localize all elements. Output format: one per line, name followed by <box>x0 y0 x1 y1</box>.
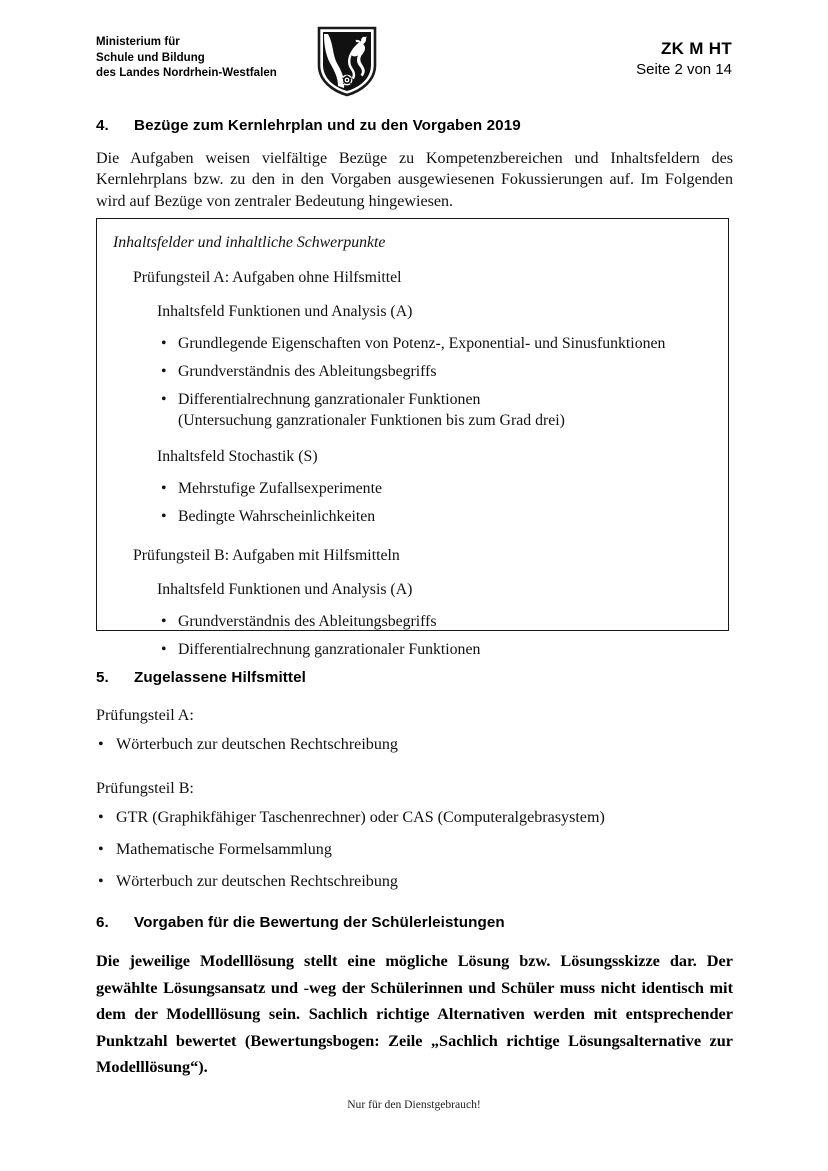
section-5-title: Zugelassene Hilfsmittel <box>134 669 306 686</box>
page-header <box>96 30 732 100</box>
list-item <box>161 478 714 499</box>
box-title: Inhaltsfelder und inhaltliche Schwerpunkte <box>113 234 386 251</box>
pruefungsteil-a-heading: Prüfungsteil A: Aufgaben ohne Hilfsmittel <box>133 269 402 286</box>
list-item-label: Grundlegende Eigenschaften von Potenz-, Exponential- und Sinusfunktionen <box>178 335 666 352</box>
document-identifier <box>636 38 732 79</box>
bullet-icon: • <box>161 391 167 408</box>
section-6-title: Vorgaben für die Bewertung der Schülerleistungen <box>134 914 505 931</box>
list-item <box>96 839 733 860</box>
list-item-label: Grundverständnis des Ableitungsbegriffs <box>178 363 437 380</box>
list-item <box>161 361 714 382</box>
page-footer <box>0 1097 828 1112</box>
ministry-name <box>96 35 277 82</box>
section-4-paragraph: Die Aufgaben weisen vielfältige Bezüge zu Kompetenzbereichen und Inhaltsfeldern des Kernlehrplans bzw. zu den in den Vorgaben ausgewiesenen Fokussierungen auf. Im Folgenden wird auf Bezüge von zentraler Bedeutung hingewiesen. <box>96 150 733 210</box>
list-item <box>161 639 714 660</box>
section-6-number: 6. <box>96 914 109 931</box>
bullet-icon: • <box>98 809 104 826</box>
nrw-coat-of-arms-icon <box>316 25 378 97</box>
bullet-icon: • <box>98 841 104 858</box>
list-item <box>161 333 714 354</box>
section-4-heading <box>96 116 733 136</box>
section-5 <box>96 668 733 892</box>
list-item-label: Mehrstufige Zufallsexperimente <box>178 480 382 497</box>
list-item-label: Wörterbuch zur deutschen Rechtschreibung <box>116 736 398 753</box>
list-item <box>161 389 714 431</box>
ministry-line-2: Schule und Bildung <box>96 51 205 64</box>
list-item-label: Grundverständnis des Ableitungsbegriffs <box>178 613 437 630</box>
section-5-part-a-list <box>96 734 733 755</box>
list-item <box>96 871 733 892</box>
part-a-field-a-list <box>161 333 714 431</box>
section-5-heading <box>96 668 733 688</box>
ministry-line-1: Ministerium für <box>96 36 180 48</box>
list-item <box>161 611 714 632</box>
section-6-heading <box>96 913 733 933</box>
list-item-label: Differentialrechnung ganzrationaler Funktionen <box>178 641 481 658</box>
list-item-label: Bedingte Wahrscheinlichkeiten <box>178 508 376 525</box>
bullet-icon: • <box>161 613 167 630</box>
part-a-field-s-heading: Inhaltsfeld Stochastik (S) <box>157 448 318 465</box>
list-item <box>96 734 733 755</box>
pruefungsteil-b-heading: Prüfungsteil B: Aufgaben mit Hilfsmitteln <box>133 547 400 564</box>
section-6 <box>96 913 733 1081</box>
page-number-label: Seite 2 von 14 <box>636 61 732 78</box>
bullet-icon: • <box>161 335 167 352</box>
bullet-icon: • <box>98 873 104 890</box>
section-4 <box>96 116 733 212</box>
content-fields-box <box>96 218 729 658</box>
section-5-part-b-label: Prüfungsteil B: <box>96 780 194 797</box>
section-4-title: Bezüge zum Kernlehrplan und zu den Vorgaben 2019 <box>134 117 521 134</box>
part-a-field-a-heading: Inhaltsfeld Funktionen und Analysis (A) <box>157 303 413 320</box>
document-code: ZK M HT <box>660 39 732 58</box>
section-4-number: 4. <box>96 117 109 134</box>
section-5-part-a-label: Prüfungsteil A: <box>96 707 194 724</box>
list-item-label: Differentialrechnung ganzrationaler Funktionen <box>178 391 481 408</box>
section-6-paragraph: Die jeweilige Modelllösung stellt eine mögliche Lösung bzw. Lösungsskizze dar. Der gewählte Lösungsansatz und -weg der Schülerinnen und Schüler muss nicht identisch mit dem der Modelllösung sein. Sachlich richtige Alternativen werden mit entsprechender Punktzahl bewertet (Bewertungsbogen: Zeile „Sachlich richtige Lösungsalternative zur Modelllösung“). <box>96 951 733 1076</box>
bullet-icon: • <box>161 508 167 525</box>
part-b-field-a-list <box>161 611 714 660</box>
list-item <box>161 506 714 527</box>
bullet-icon: • <box>98 736 104 753</box>
list-item-label: Mathematische Formelsammlung <box>116 841 332 858</box>
part-b-field-a-heading: Inhaltsfeld Funktionen und Analysis (A) <box>157 581 413 598</box>
part-a-field-s-list <box>161 478 714 527</box>
list-item <box>96 807 733 828</box>
list-item-label-continued: (Untersuchung ganzrationaler Funktionen bis zum Grad drei) <box>178 412 565 429</box>
bullet-icon: • <box>161 480 167 497</box>
footer-text: Nur für den Dienstgebrauch! <box>347 1098 481 1111</box>
section-5-number: 5. <box>96 669 109 686</box>
list-item-label: GTR (Graphikfähiger Taschenrechner) oder CAS (Computeralgebrasystem) <box>116 809 605 826</box>
bullet-icon: • <box>161 363 167 380</box>
section-5-part-b-list <box>96 807 733 892</box>
list-item-label: Wörterbuch zur deutschen Rechtschreibung <box>116 873 398 890</box>
ministry-line-3: des Landes Nordrhein-Westfalen <box>96 67 277 79</box>
bullet-icon: • <box>161 641 167 658</box>
